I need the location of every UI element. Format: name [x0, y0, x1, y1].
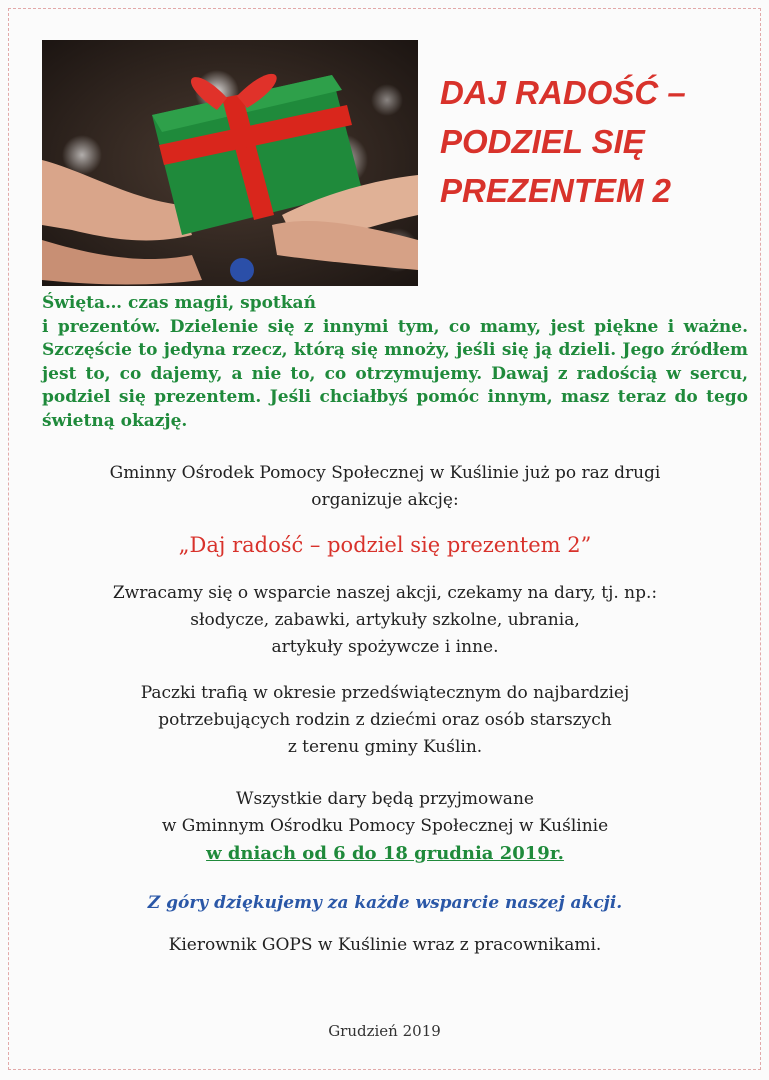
footer-date: Grudzień 2019 [328, 1022, 441, 1040]
appeal-line-2: słodycze, zabawki, artykuły szkolne, ubrania, [190, 610, 580, 630]
signature-text: Kierownik GOPS w Kuślinie wraz z pracownikami. [168, 935, 602, 955]
collection-dates: w dniach od 6 do 18 grudnia 2019r. [206, 843, 564, 864]
intro-first-line: Święta… czas magii, spotkań [42, 293, 316, 313]
thanks-text: Z góry dziękujemy za każde wsparcie naszej akcji. [147, 893, 623, 913]
collection-block [40, 786, 730, 867]
appeal-line-1: Zwracamy się o wsparcie naszej akcji, czekamy na dary, tj. np.: [112, 583, 658, 603]
organizer-line-2: organizuje akcję: [311, 490, 459, 510]
title-line-3: PREZENTEM 2 [440, 172, 672, 209]
appeal-line-3: artykuły spożywcze i inne. [271, 637, 499, 657]
organizer-block [40, 460, 730, 514]
organizer-line-1: Gminny Ośrodek Pomocy Społecznej w Kuślinie już po raz drugi [109, 463, 661, 483]
recipients-block [40, 680, 730, 761]
appeal-block [40, 580, 730, 661]
recipients-line-1: Paczki trafią w okresie przedświątecznym do najbardziej [140, 683, 630, 703]
intro-rest: i prezentów. Dzielenie się z innymi tym, co mamy, jest piękne i ważne. Szczęście to jedyna rzecz, którą się mnoży, jeśli się ją dzieli. Jego źródłem jest to, co dajemy, a nie to, co otrzymujemy. Dawaj z radością w sercu, podziel się prezentem. Jeśli chciałbyś pomóc innym, masz teraz do tego świetną okazję. [42, 316, 748, 431]
title-line-2: PODZIEL SIĘ [440, 123, 645, 160]
collection-line-1: Wszystkie dary będą przyjmowane [236, 789, 534, 809]
recipients-line-2: potrzebujących rodzin z dziećmi oraz osób starszych [158, 710, 612, 730]
gift-photo [42, 40, 418, 286]
campaign-name: „Daj radość – podziel się prezentem 2” [178, 533, 592, 557]
page-title [440, 68, 760, 215]
intro-paragraph [42, 292, 748, 434]
title-line-1: DAJ RADOŚĆ – [440, 74, 686, 111]
collection-line-2: w Gminnym Ośrodku Pomocy Społecznej w Kuślinie [161, 816, 609, 836]
recipients-line-3: z terenu gminy Kuślin. [287, 737, 483, 757]
